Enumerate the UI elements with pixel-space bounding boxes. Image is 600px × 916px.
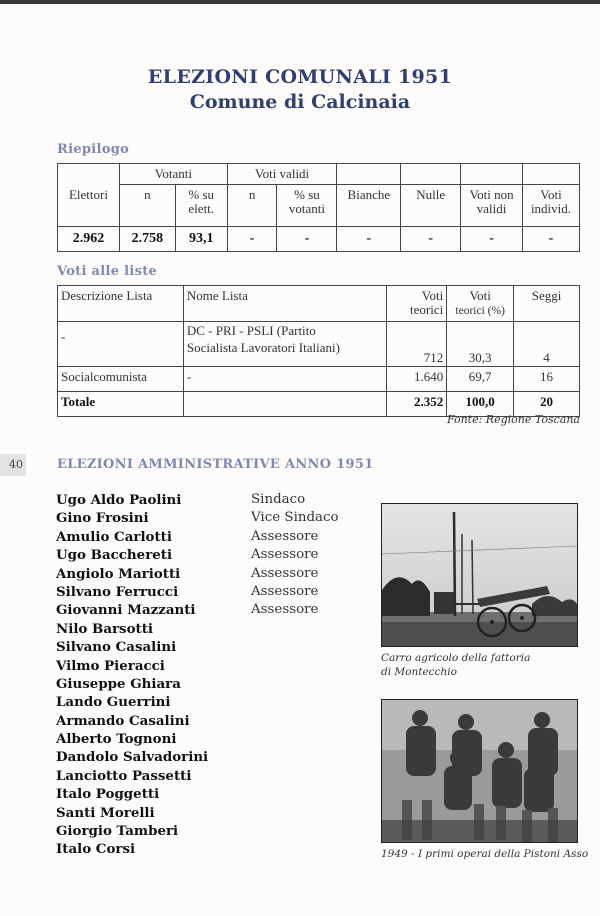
table-cell (522, 164, 579, 185)
col-descrizione: Descrizione Lista (58, 286, 184, 322)
riepilogo-table (57, 163, 580, 252)
list-item: Amulio Carlotti (56, 528, 172, 545)
source-note: Fonte: Regione Toscana (446, 413, 580, 426)
farm-cart-photo-image (382, 504, 577, 646)
list-item: Silvano Ferrucci (56, 583, 179, 600)
table-cell: 100,0 (447, 392, 514, 417)
role-item: Assessore (251, 565, 319, 581)
col-label: Voti non (469, 187, 514, 202)
list-item: Lando Guerrini (56, 694, 171, 711)
role-item: Assessore (251, 528, 319, 544)
table-cell (58, 164, 120, 185)
table-cell: - (58, 322, 184, 367)
table-cell: 1.640 (387, 367, 447, 392)
col-label: teorici (%) (455, 305, 505, 317)
table-cell: 2.758 (119, 227, 175, 252)
role-item: Assessore (251, 547, 319, 563)
table-cell: Socialcomunista (58, 367, 184, 392)
col-bianche: Bianche (337, 185, 401, 227)
list-name-line: Socialista Lavoratori Italiani) (186, 340, 340, 355)
caption-line: di Montecchio (381, 666, 457, 678)
col-label: % su (294, 187, 320, 202)
col-label: validi (476, 201, 507, 216)
col-seggi: Seggi (514, 286, 580, 322)
col-label: Voti (469, 288, 491, 303)
col-elettori: Elettori (58, 185, 120, 227)
table-header-row (58, 164, 580, 185)
col-n: n (119, 185, 175, 227)
col-non-validi (461, 185, 523, 227)
table-cell: - (183, 367, 386, 392)
list-item: Santi Morelli (56, 804, 155, 821)
table-row (58, 227, 580, 252)
role-item: Vice Sindaco (251, 510, 339, 526)
list-item: Armando Casalini (56, 712, 190, 729)
table-header-row (58, 286, 580, 322)
table-cell: 30,3 (447, 322, 514, 367)
list-item: Alberto Tognoni (56, 731, 177, 748)
role-item: Sindaco (251, 492, 306, 507)
table-cell: - (337, 227, 401, 252)
table-cell: 93,1 (175, 227, 227, 252)
caption-line: Carro agricolo della fattoria (381, 652, 531, 664)
list-item: Ugo Aldo Paolini (56, 492, 182, 508)
table-cell: 712 (387, 322, 447, 367)
photo-workers (381, 699, 578, 843)
top-edge (0, 0, 600, 4)
col-voti-perc (447, 286, 514, 322)
table-cell: - (522, 227, 579, 252)
col-label: % su (188, 187, 215, 202)
col-su-elett (175, 185, 227, 227)
table-cell: Totale (58, 392, 184, 417)
table-cell (401, 164, 461, 185)
table-cell: 2.352 (387, 392, 447, 417)
members-roles-list (251, 491, 339, 620)
table-cell: - (461, 227, 523, 252)
col-su-votanti (277, 185, 337, 227)
list-item: Dandolo Salvadorini (56, 749, 209, 766)
list-item: Giuseppe Ghiara (56, 675, 181, 692)
table-cell: - (401, 227, 461, 252)
role-item: Assessore (251, 583, 319, 599)
members-names-list (56, 491, 208, 859)
voti-liste-heading: Voti alle liste (57, 264, 158, 279)
photo-farm-cart (381, 503, 578, 647)
table-cell: 16 (514, 367, 580, 392)
table-cell (461, 164, 523, 185)
role-item: Assessore (251, 602, 319, 618)
list-item: Angiolo Mariotti (56, 565, 181, 582)
list-item: Silvano Casalini (56, 639, 177, 656)
col-voti-teorici (387, 286, 447, 322)
col-label: individ. (530, 201, 572, 216)
col-individ (522, 185, 579, 227)
col-label: votanti (288, 201, 325, 216)
table-cell: - (227, 227, 277, 252)
list-item: Nilo Barsotti (56, 620, 153, 637)
list-item: Gino Frosini (56, 510, 149, 527)
col-label: Voti (540, 187, 562, 202)
col-n2: n (227, 185, 277, 227)
page-subtitle: Comune di Calcinaia (189, 91, 411, 113)
voti-validi-group-header: Voti validi (227, 164, 337, 185)
list-item: Lanciotto Passetti (56, 767, 192, 784)
amministrative-heading: ELEZIONI AMMINISTRATIVE ANNO 1951 (57, 457, 374, 472)
list-item: Ugo Bacchereti (56, 547, 173, 564)
votanti-group-header: Votanti (119, 164, 227, 185)
table-cell: 20 (514, 392, 580, 417)
list-item: Giorgio Tamberi (56, 823, 179, 840)
photo-workers-caption: 1949 - I primi operai della Pistoni Asso (381, 848, 589, 860)
riepilogo-heading: Riepilogo (57, 142, 130, 157)
table-row (58, 322, 580, 367)
page-title: ELEZIONI COMUNALI 1951 (147, 66, 453, 88)
col-label: elett. (188, 201, 215, 216)
table-cell: - (277, 227, 337, 252)
list-item: Giovanni Mazzanti (56, 602, 196, 619)
voti-liste-table (57, 285, 580, 417)
col-label: teorici (410, 302, 444, 317)
table-subheader-row (58, 185, 580, 227)
col-nome: Nome Lista (183, 286, 386, 322)
col-label: Voti (421, 288, 444, 303)
table-cell: 2.962 (58, 227, 120, 252)
list-item: Italo Poggetti (56, 786, 160, 803)
table-cell (183, 322, 386, 367)
page-number: 40 (0, 454, 26, 476)
photo-farm-cart-caption (381, 651, 530, 679)
table-row (58, 367, 580, 392)
list-name-line: DC - PRI - PSLI (Partito (186, 323, 316, 338)
list-item: Italo Corsi (56, 841, 136, 858)
table-cell: 69,7 (447, 367, 514, 392)
list-item: Vilmo Pieracci (56, 657, 165, 674)
table-cell (337, 164, 401, 185)
table-cell (183, 392, 386, 417)
col-nulle: Nulle (401, 185, 461, 227)
table-cell: 4 (514, 322, 580, 367)
workers-photo-image (382, 700, 577, 842)
